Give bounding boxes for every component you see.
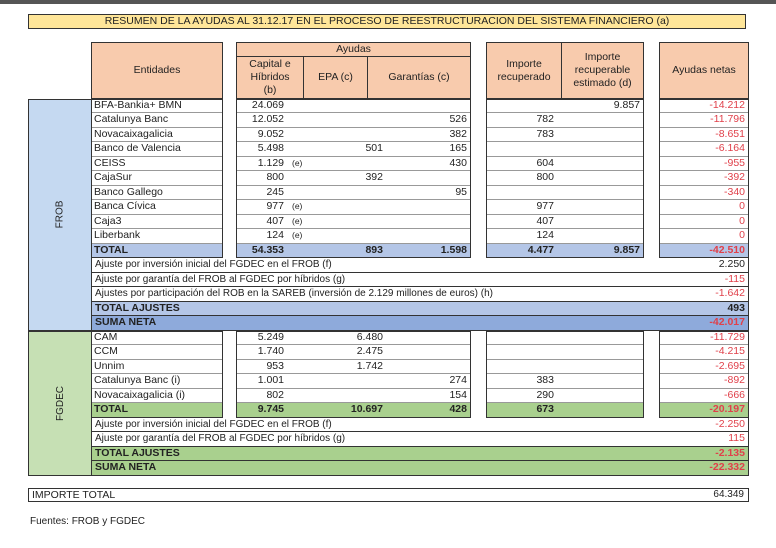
entity-row-recuperable [560, 389, 644, 404]
entity-row-recuperado: 290 [536, 388, 554, 401]
entity-row-ayudas-netas: -392 [659, 171, 749, 186]
entity-row-recuperable [560, 360, 644, 375]
entity-row-recuperable [560, 171, 644, 186]
total-row-ayudas-netas: -20.197 [659, 403, 749, 418]
total-row-capital: 54.353 [236, 244, 288, 259]
header-entidades: Entidades [91, 42, 223, 99]
entity-row-ayudas-netas: -340 [659, 186, 749, 201]
entity-row-name: Liberbank [91, 229, 223, 244]
total-row-recuperable: 9.857 [613, 243, 640, 256]
entity-row-capital: 977 [236, 200, 288, 215]
entity-row-ayudas-netas: -955 [659, 157, 749, 172]
entity-row-epa: 2.475 [356, 345, 383, 357]
entity-row-recuperable [560, 142, 644, 157]
entity-row-note: (e) [292, 157, 303, 168]
entity-row-name: CEISS [91, 157, 223, 172]
entity-row-ayudas-netas: 0 [659, 215, 749, 230]
entity-row-ayudas-netas: -4.215 [659, 345, 749, 360]
importe-total-value: 64.349 [713, 489, 744, 500]
entity-row-ayudas-netas: -11.796 [659, 113, 749, 128]
entity-row-ayudas-netas: -6.164 [659, 142, 749, 157]
entity-row-epa: 501 [365, 142, 383, 154]
entity-row-name: Banca Cívica [91, 200, 223, 215]
entity-row-name: Catalunya Banc [91, 113, 223, 128]
total-row-ayudas-netas: -42.510 [659, 244, 749, 259]
entity-row-recuperado: 383 [536, 374, 554, 386]
importe-total-row [28, 488, 749, 502]
entity-row-epa [303, 389, 387, 404]
entity-row-ayudas-netas: -2.695 [659, 360, 749, 375]
entity-row-recuperable [560, 374, 644, 389]
entity-row-recuperable [560, 157, 644, 172]
entity-row-recuperable [560, 128, 644, 143]
entity-row-garantias: 95 [455, 185, 467, 198]
total-row-name: TOTAL [91, 244, 223, 259]
entity-row-recuperable [560, 345, 644, 360]
entity-row-epa [303, 113, 387, 128]
entity-row-garantias: 154 [449, 388, 467, 401]
top-border [0, 0, 776, 4]
entity-row-capital: 245 [236, 186, 288, 201]
ajuste-row-value: -115 [724, 272, 745, 285]
entity-row-epa: 6.480 [356, 330, 383, 343]
suma-neta-row-value: -22.332 [709, 461, 745, 473]
frob-band [28, 99, 92, 331]
entity-row-garantias: 165 [449, 142, 467, 154]
header-recuperable: Importe recuperable estimado (d) [561, 42, 644, 99]
importe-total-label: IMPORTE TOTAL [32, 489, 116, 501]
total-ajustes-row-value: -2.135 [715, 446, 745, 459]
entity-row-capital: 800 [236, 171, 288, 186]
entity-row-ayudas-netas: 0 [659, 229, 749, 244]
entity-row-ayudas-netas: -666 [659, 389, 749, 404]
entity-row-epa [303, 374, 387, 389]
entity-row-ayudas-netas: -11.729 [659, 331, 749, 346]
entity-row-recuperable [560, 200, 644, 215]
entity-row-garantias: 430 [449, 156, 467, 169]
fgdec-band [28, 331, 92, 476]
entity-row-recuperado: 407 [536, 214, 554, 227]
total-row-capital: 9.745 [236, 403, 288, 418]
entity-row-capital: 24.069 [236, 99, 288, 114]
entity-row-epa [303, 186, 387, 201]
entity-row-capital: 802 [236, 389, 288, 404]
entity-row-name: Catalunya Banc (i) [91, 374, 223, 389]
entity-row-recuperado: 604 [536, 156, 554, 169]
entity-row-ayudas-netas: 0 [659, 200, 749, 215]
entity-row-recuperado: 977 [536, 200, 554, 212]
entity-row-epa [303, 229, 387, 244]
total-ajustes-row-label: TOTAL AJUSTES [91, 302, 749, 317]
ajuste-row-value: 115 [728, 432, 745, 444]
entity-row-recuperado [486, 345, 558, 360]
entity-row-capital: 9.052 [236, 128, 288, 143]
entity-row-garantias [387, 229, 471, 244]
sources-note: Fuentes: FROB y FGDEC [30, 516, 146, 527]
entity-row-garantias [387, 331, 471, 346]
total-row-epa: 10.697 [350, 403, 383, 415]
entity-row-name: Banco Gallego [91, 186, 223, 201]
entity-row-name: Novacaixagalicia (i) [91, 389, 223, 404]
suma-neta-row-label: SUMA NETA [91, 316, 749, 331]
entity-row-name: BFA-Bankia+ BMN [91, 99, 223, 114]
total-row-recuperable [560, 403, 644, 418]
ajuste-row-label: Ajustes por participación del ROB en la SAREB (inversión de 2.129 millones de euros) (h) [91, 287, 749, 302]
total-ajustes-row-value: 493 [727, 301, 745, 314]
entity-row-name: Caja3 [91, 215, 223, 230]
entity-row-recuperado [486, 99, 558, 114]
entity-row-recuperable [560, 113, 644, 128]
entity-row-epa: 1.742 [356, 359, 383, 372]
entity-row-note: (e) [292, 230, 303, 240]
entity-row-epa [303, 200, 387, 215]
entity-row-capital: 1.740 [236, 345, 288, 360]
entity-row-capital: 5.498 [236, 142, 288, 157]
entity-row-epa [303, 215, 387, 230]
suma-neta-row-value: -42.017 [709, 316, 745, 328]
entity-row-ayudas-netas: -892 [659, 374, 749, 389]
entity-row-recuperado: 124 [536, 229, 554, 241]
entity-row-recuperado: 783 [536, 127, 554, 140]
entity-row-garantias [387, 99, 471, 114]
entity-row-name: CajaSur [91, 171, 223, 186]
total-row-recuperado: 4.477 [527, 243, 554, 256]
entity-row-garantias [387, 215, 471, 230]
header-ayudas-netas: Ayudas netas [659, 42, 749, 99]
header-ayudas: Ayudas [236, 42, 471, 57]
entity-row-garantias [387, 360, 471, 375]
total-row-recuperado: 673 [536, 403, 554, 415]
fgdec-label: FGDEC [54, 385, 66, 421]
entity-row-recuperado [486, 331, 558, 346]
entity-row-recuperado [486, 142, 558, 157]
ajuste-row-label: Ajuste por garantía del FROB al FGDEC por híbridos (g) [91, 432, 749, 447]
total-row-name: TOTAL [91, 403, 223, 418]
entity-row-garantias: 274 [449, 374, 467, 386]
entity-row-name: CCM [91, 345, 223, 360]
header-epa: EPA (c) [303, 56, 368, 99]
entity-row-capital: 12.052 [236, 113, 288, 128]
entity-row-recuperable: 9.857 [613, 98, 640, 111]
entity-row-recuperado: 782 [536, 113, 554, 125]
entity-row-capital: 407 [236, 215, 288, 230]
entity-row-recuperado [486, 360, 558, 375]
total-row-garantias: 428 [449, 403, 467, 415]
entity-row-name: CAM [91, 331, 223, 346]
entity-row-ayudas-netas: -14.212 [659, 99, 749, 114]
frob-label: FROB [54, 200, 66, 229]
ajuste-row-label: Ajuste por inversión inicial del FGDEC en el FROB (f) [91, 418, 749, 433]
entity-row-note: (e) [292, 215, 303, 226]
entity-row-recuperado: 800 [536, 171, 554, 183]
entity-row-epa: 392 [365, 171, 383, 183]
entity-row-note: (e) [292, 201, 303, 211]
entity-row-recuperable [560, 186, 644, 201]
entity-row-name: Novacaixagalicia [91, 128, 223, 143]
header-garantias: Garantías (c) [367, 56, 471, 99]
entity-row-epa [303, 99, 387, 114]
entity-row-recuperable [560, 229, 644, 244]
entity-row-garantias [387, 200, 471, 215]
total-ajustes-row-label: TOTAL AJUSTES [91, 447, 749, 462]
ajuste-row-value: -1.642 [715, 287, 745, 299]
entity-row-epa [303, 157, 387, 172]
entity-row-capital: 124 [236, 229, 288, 244]
suma-neta-row-label: SUMA NETA [91, 461, 749, 476]
entity-row-capital: 1.001 [236, 374, 288, 389]
total-row-epa: 893 [365, 243, 383, 256]
entity-row-ayudas-netas: -8.651 [659, 128, 749, 143]
header-capital: Capital e Híbridos (b) [236, 56, 304, 99]
entity-row-capital: 1.129 [236, 157, 288, 172]
total-row-garantias: 1.598 [440, 243, 467, 256]
entity-row-name: Banco de Valencia [91, 142, 223, 157]
ajuste-row-value: 2.250 [718, 258, 745, 270]
entity-row-epa [303, 128, 387, 143]
entity-row-garantias: 526 [449, 113, 467, 125]
entity-row-capital: 5.249 [236, 331, 288, 346]
ajuste-row-label: Ajuste por inversión inicial del FGDEC en el FROB (f) [91, 258, 749, 273]
entity-row-recuperable [560, 331, 644, 346]
ajuste-row-label: Ajuste por garantía del FROB al FGDEC por híbridos (g) [91, 273, 749, 288]
entity-row-garantias [387, 171, 471, 186]
entity-row-garantias: 382 [449, 127, 467, 140]
table-title: RESUMEN DE LA AYUDAS AL 31.12.17 EN EL PROCESO DE REESTRUCTURACION DEL SISTEMA FINANCIERO (a) [28, 14, 746, 29]
entity-row-recuperable [560, 215, 644, 230]
header-recuperado: Importe recuperado [486, 42, 562, 99]
entity-row-recuperado [486, 186, 558, 201]
entity-row-name: Unnim [91, 360, 223, 375]
entity-row-capital: 953 [236, 360, 288, 375]
ajuste-row-value: -2.250 [715, 417, 745, 430]
entity-row-garantias [387, 345, 471, 360]
